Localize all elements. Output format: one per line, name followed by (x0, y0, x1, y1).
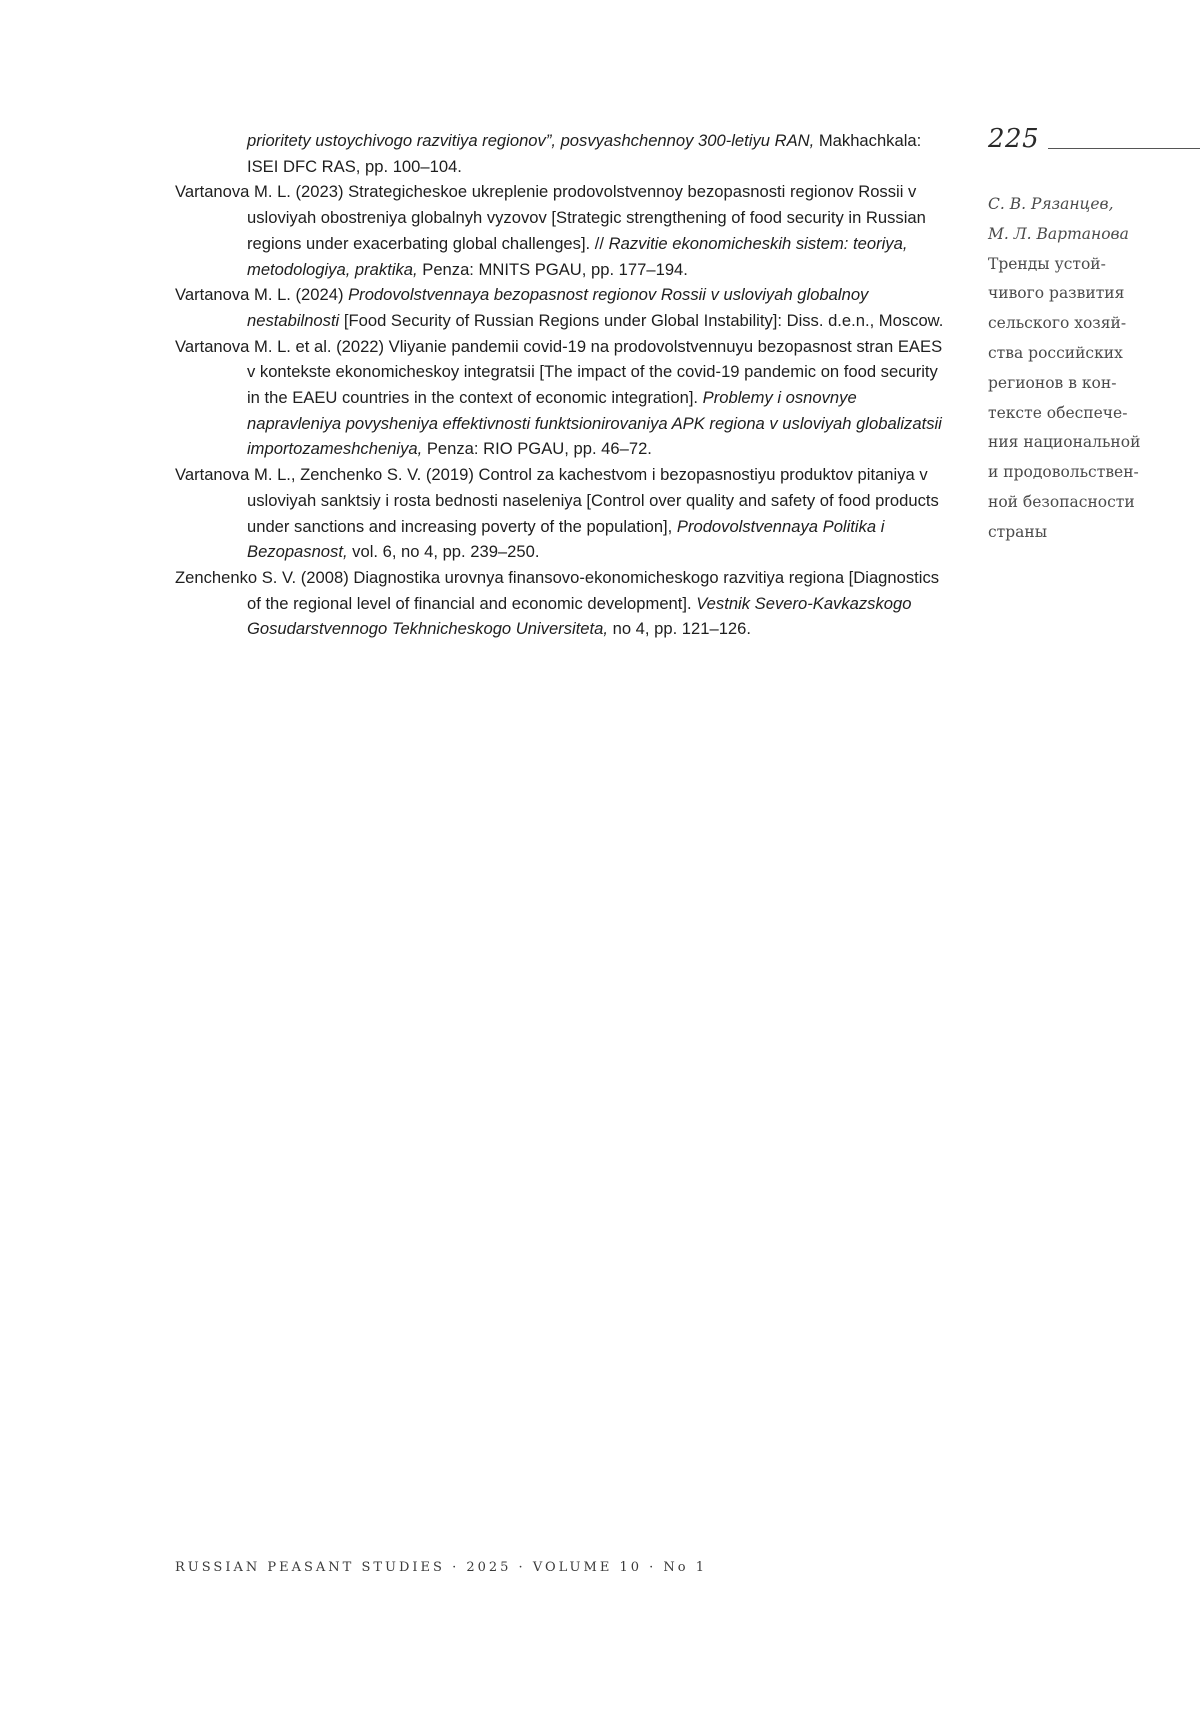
sidebar-title-line: Тренды устой- (988, 250, 1153, 280)
sidebar-title-line: ния национальной (988, 428, 1153, 458)
reference-entry (175, 565, 948, 642)
reference-text: Penza: RIO PGAU, pp. 46–72. (422, 439, 652, 458)
journal-footer: RUSSIAN PEASANT STUDIES · 2025 · VOLUME 10 · No 1 (175, 1560, 707, 1575)
reference-text: Penza: MNITS PGAU, pp. 177–194. (418, 260, 688, 279)
reference-text: vol. 6, no 4, pp. 239–250. (348, 542, 540, 561)
sidebar-author: М. Л. Вартанова (988, 220, 1153, 250)
sidebar-title-line: сельского хозяй- (988, 309, 1153, 339)
sidebar-title-line: чивого развития (988, 279, 1153, 309)
reference-italic: Prodovolstvennaya Politika i Bezopasnost, (247, 517, 884, 562)
reference-entry (175, 282, 948, 333)
reference-italic: Problemy i osnovnye napravleniya povysheniya effektivnosti funktsionirovaniya APK regiona v usloviyah globalizatsii importozameshcheniya, (247, 388, 942, 458)
reference-text: Makhachkala: ISEI DFC RAS, pp. 100–104. (247, 131, 921, 176)
reference-text: no 4, pp. 121–126. (608, 619, 751, 638)
reference-text: Vartanova M. L. et al. (2022) Vliyanie pandemii covid-19 na prodovolstvennuyu bezopasnost stran EAES v kontekste ekonomicheskoy integratsii [The impact of the covid-19 pandemic on food security in the EAEU countries in the context of economic integration]. (175, 337, 942, 407)
sidebar-title-line: тексте обеспече- (988, 399, 1153, 429)
sidebar-title-line: и продовольствен- (988, 458, 1153, 488)
reference-text: Vartanova M. L. (2024) (175, 285, 348, 304)
sidebar-author: С. В. Рязанцев, (988, 190, 1153, 220)
page-number-rule (1048, 148, 1200, 149)
reference-text: [Food Security of Russian Regions under Global Instability]: Diss. d.e.n., Moscow. (339, 311, 943, 330)
reference-italic: prioritety ustoychivogo razvitiya regionov”, posvyashchennoy 300-letiyu RAN, (247, 131, 814, 150)
reference-italic: Raz­vitie ekonomicheskih sistem: teoriya, metodologiya, praktika, (247, 234, 907, 279)
reference-entry (175, 128, 948, 179)
sidebar-title-line: регионов в кон- (988, 369, 1153, 399)
page-number: 225 (988, 124, 1039, 154)
reference-text: Vartanova M. L., Zenchenko S. V. (2019) Control za kachestvom i bezopasnostiyu produktov pitaniya v usloviyah sanktsiy i rosta bednosti naseleniya [Control over quality and safety of food products under sanctions and increasing poverty of the population], (175, 465, 939, 535)
reference-entry (175, 462, 948, 565)
running-head-sidebar (988, 190, 1153, 548)
reference-entry (175, 179, 948, 282)
reference-italic: Prodovolstvennaya bezopasnost regionov Rossii v usloviyah global­noy nestabilnosti (247, 285, 868, 330)
sidebar-title-line: ства российских (988, 339, 1153, 369)
reference-text: Vartanova M. L. (2023) Strategicheskoe ukreplenie prodovolstvennoy bezopasnosti re­gionov Rossii v usloviyah obostreniya globalnyh vyzovov [Strategic strengthening of food security in Russian regions under exacerbating global challenges]. // (175, 182, 926, 252)
reference-text: Zenchenko S. V. (2008) Diagnostika urovnya finansovo-ekonomicheskogo razvitiya regiona [Diagnostics of the regional level of financial and economic development]. (175, 568, 939, 613)
sidebar-title-line: страны (988, 518, 1153, 548)
reference-entry (175, 334, 948, 463)
references-list (175, 128, 948, 642)
reference-italic: Vestnik Severo-Kavkazskogo Gosudarstvennogo Tekhnicheskogo Universiteta, (247, 594, 911, 639)
sidebar-title-line: ной безопасности (988, 488, 1153, 518)
